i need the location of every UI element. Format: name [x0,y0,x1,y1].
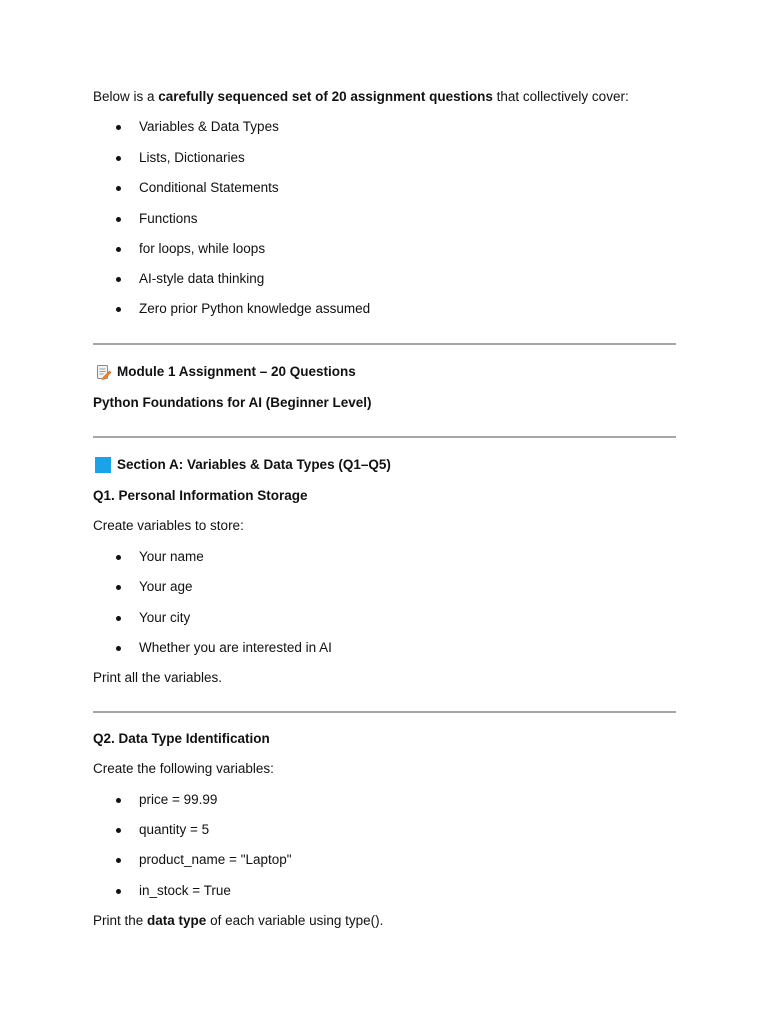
bullet-icon [116,277,121,282]
section-a-heading [93,456,676,474]
bullet-icon [116,889,121,894]
bullet-icon [116,217,121,222]
bullet-icon [116,585,121,590]
intro-paragraph [93,88,629,106]
intro-text-before: Below is a [93,89,159,104]
bullet-icon [116,828,121,833]
q2-closing-bold: data type [147,913,207,928]
section-a-title: Section A: Variables & Data Types (Q1–Q5) [117,457,391,472]
bullet-icon [116,156,121,161]
bullet-icon [116,125,121,130]
module-heading [93,363,676,381]
q2-closing-before: Print the [93,913,148,928]
divider [93,343,676,345]
q2-closing [93,912,383,930]
module-subtitle: Python Foundations for AI (Beginner Level) [93,395,372,410]
q2-title: Q2. Data Type Identification [93,731,270,746]
bullet-icon [116,307,121,312]
bullet-icon [116,858,121,863]
q1-title: Q1. Personal Information Storage [93,488,308,503]
q1-closing: Print all the variables. [93,670,223,685]
bullet-icon [116,798,121,803]
intro-text-bold: carefully sequenced set of 20 assignment questions [158,89,493,104]
q2-closing-after: of each variable using type(). [206,913,384,928]
bullet-icon [116,186,121,191]
module-title: Module 1 Assignment – 20 Questions [117,364,356,379]
bullet-icon [116,555,121,560]
intro-text-after: that collectively cover: [492,89,629,104]
divider [93,711,676,713]
bullet-icon [116,247,121,252]
q1-prompt: Create variables to store: [93,518,244,533]
memo-pencil-icon [96,364,112,380]
bullet-icon [116,616,121,621]
q2-prompt: Create the following variables: [93,761,274,776]
blue-square-icon [95,457,111,473]
divider [93,436,676,438]
bullet-icon [116,646,121,651]
